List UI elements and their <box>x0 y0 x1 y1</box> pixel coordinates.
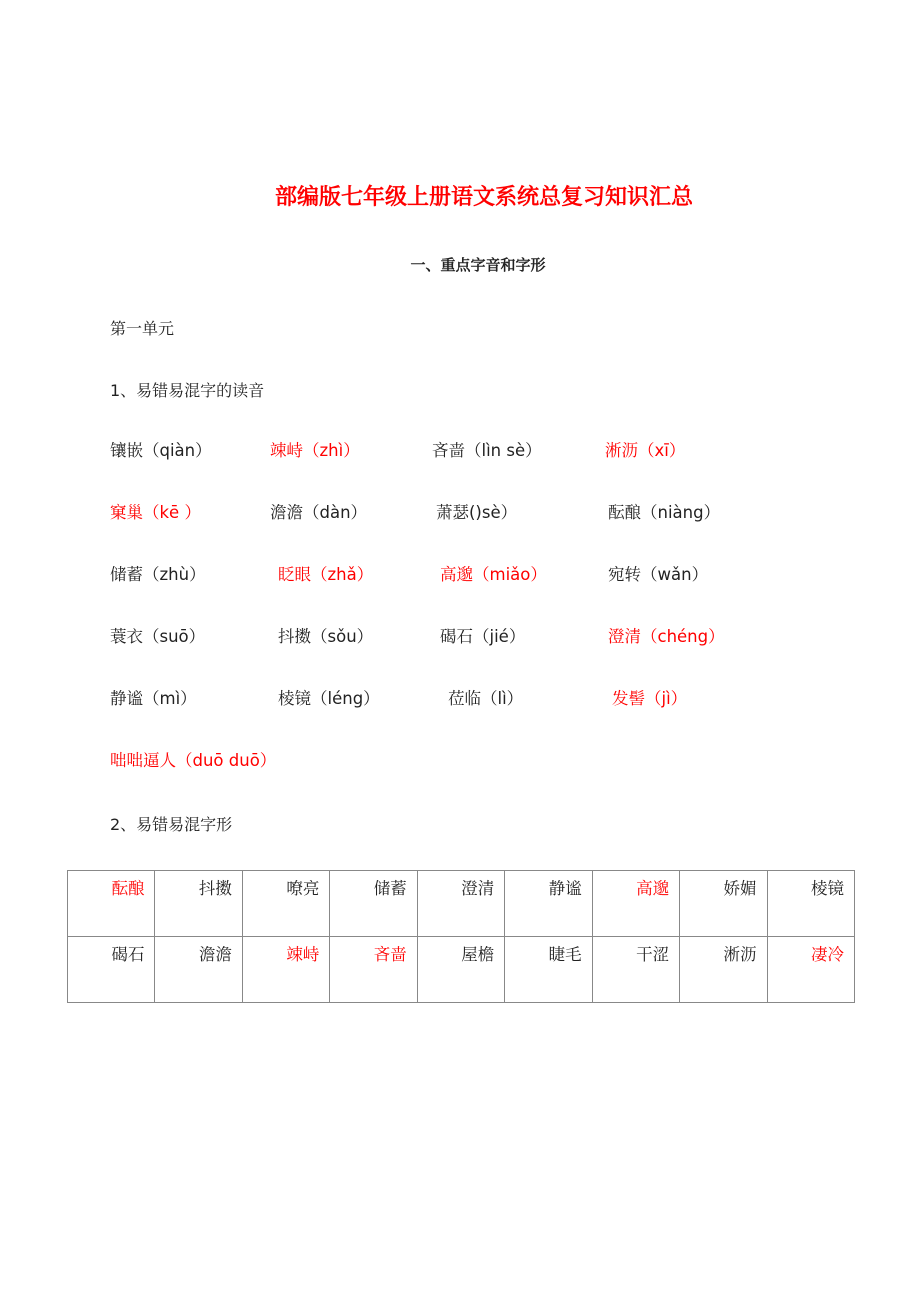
pronunciation-item: 咄咄逼人（duō duō） <box>110 751 277 770</box>
pronunciation-item: 蓑衣（suō） <box>110 627 206 646</box>
pronunciation-item: 淅沥（xī） <box>605 441 686 460</box>
pronunciation-item: 眨眼（zhǎ） <box>278 565 374 584</box>
pronunciation-item: 莅临（lì） <box>448 689 524 708</box>
table-cell: 储蓄 <box>330 871 417 937</box>
table-cell: 高邈 <box>592 871 679 937</box>
pronunciation-item: 澄清（chéng） <box>608 627 725 646</box>
document-title: 部编版七年级上册语文系统总复习知识汇总 <box>274 185 693 210</box>
pronunciation-item: 碣石（jié） <box>440 627 526 646</box>
pronunciation-item: 萧瑟()sè） <box>436 503 518 522</box>
table-cell: 抖擞 <box>155 871 242 937</box>
table-cell: 嘹亮 <box>242 871 329 937</box>
pronunciation-item: 储蓄（zhù） <box>110 565 206 584</box>
table-row <box>68 937 855 1003</box>
pronunciation-item: 竦峙（zhì） <box>270 441 360 460</box>
table-cell: 凄冷 <box>767 937 855 1003</box>
table-cell: 吝啬 <box>330 937 417 1003</box>
table-cell: 澹澹 <box>155 937 242 1003</box>
pronunciation-item: 澹澹（dàn） <box>270 503 368 522</box>
table-cell: 棱镜 <box>767 871 855 937</box>
pronunciation-item: 棱镜（léng） <box>278 689 380 708</box>
pronunciation-item: 高邈（miǎo） <box>440 565 547 584</box>
table-row <box>68 871 855 937</box>
table-cell: 竦峙 <box>242 937 329 1003</box>
table-cell: 酝酿 <box>68 871 155 937</box>
pronunciation-item: 窠巢（kē ） <box>110 503 201 522</box>
pronunciation-heading: 1、易错易混字的读音 <box>110 381 265 400</box>
table-cell: 淅沥 <box>680 937 767 1003</box>
table-cell: 睫毛 <box>505 937 592 1003</box>
pronunciation-item: 吝啬（lìn sè） <box>432 441 542 460</box>
section-heading: 一、重点字音和字形 <box>410 256 546 274</box>
pronunciation-item: 抖擞（sǒu） <box>278 627 374 646</box>
glyph-table <box>67 870 855 1003</box>
table-cell: 娇媚 <box>680 871 767 937</box>
table-cell: 静谧 <box>505 871 592 937</box>
unit-heading: 第一单元 <box>110 319 175 338</box>
table-cell: 干涩 <box>592 937 679 1003</box>
pronunciation-item: 酝酿（niàng） <box>608 503 721 522</box>
table-cell: 屋檐 <box>417 937 504 1003</box>
pronunciation-item: 宛转（wǎn） <box>608 565 709 584</box>
table-cell: 澄清 <box>417 871 504 937</box>
pronunciation-item: 静谧（mì） <box>110 689 197 708</box>
glyph-heading: 2、易错易混字形 <box>110 815 233 834</box>
table-cell: 碣石 <box>68 937 155 1003</box>
pronunciation-item: 发髻（jì） <box>612 689 688 708</box>
pronunciation-item: 镶嵌（qiàn） <box>110 441 212 460</box>
